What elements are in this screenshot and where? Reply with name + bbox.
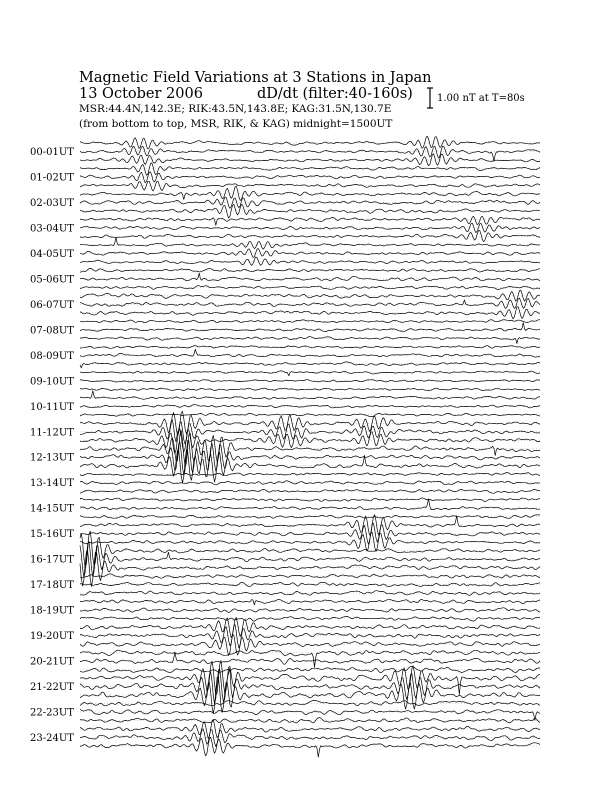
hour-label-07-08UT: 07-08UT [30, 325, 74, 337]
trace-08-09UT-station-3 [80, 362, 540, 368]
trace-02-03UT-station-1 [80, 186, 540, 200]
hour-label-23-24UT: 23-24UT [30, 733, 74, 744]
scale-bar [427, 88, 433, 108]
hour-label-02-03UT: 02-03UT [30, 198, 74, 209]
trace-06-07UT-station-1 [80, 290, 540, 301]
trace-23-24UT-station-2 [80, 729, 540, 747]
trace-12-13UT-station-3 [80, 450, 540, 484]
trace-21-22UT-station-3 [80, 677, 540, 714]
trace-07-08UT-station-3 [80, 337, 540, 344]
trace-00-01UT-station-1 [80, 136, 540, 149]
hour-label-00-01UT: 00-01UT [30, 147, 74, 158]
trace-10-11UT-station-1 [80, 391, 540, 400]
trace-05-06UT-station-2 [80, 273, 540, 281]
hour-label-15-16UT: 15-16UT [30, 529, 74, 541]
trace-10-11UT-station-2 [80, 405, 540, 408]
hour-label-06-07UT: 06-07UT [30, 299, 74, 311]
trace-16-17UT-station-2 [80, 542, 540, 578]
trace-08-09UT-station-2 [80, 349, 540, 357]
trace-23-24UT-station-3 [80, 737, 540, 757]
trace-21-22UT-station-1 [80, 661, 540, 696]
trace-05-06UT-station-1 [80, 268, 540, 272]
trace-14-15UT-station-1 [80, 498, 540, 502]
station-coordinates: MSR:44.4N,142.3E; RIK:43.5N,143.8E; KAG:31.5N,130.7E [79, 103, 392, 115]
hour-label-10-11UT: 10-11UT [30, 401, 74, 413]
trace-08-09UT-station-1 [80, 346, 540, 349]
trace-04-05UT-station-2 [80, 248, 540, 257]
hour-label-14-15UT: 14-15UT [30, 503, 74, 515]
hour-label-09-10UT: 09-10UT [30, 376, 74, 388]
hour-label-04-05UT: 04-05UT [30, 248, 74, 260]
trace-16-17UT-station-3 [80, 551, 540, 586]
trace-04-05UT-station-1 [80, 237, 540, 249]
trace-03-04UT-station-3 [80, 231, 540, 242]
trace-04-05UT-station-3 [80, 257, 540, 265]
trace-22-23UT-station-2 [80, 709, 540, 720]
trace-01-02UT-station-3 [80, 181, 540, 191]
hour-label-13-14UT: 13-14UT [30, 478, 74, 490]
hour-label-01-02UT: 01-02UT [30, 172, 74, 184]
trace-12-13UT-station-2 [80, 441, 540, 476]
trace-15-16UT-station-3 [80, 532, 540, 551]
trace-09-10UT-station-1 [80, 371, 540, 376]
hour-label-08-09UT: 08-09UT [30, 350, 74, 362]
trace-19-20UT-station-2 [80, 625, 540, 648]
trace-02-03UT-station-3 [80, 204, 540, 218]
trace-18-19UT-station-3 [80, 617, 540, 622]
hour-label-22-23UT: 22-23UT [30, 707, 74, 719]
hour-label-18-19UT: 18-19UT [30, 605, 74, 617]
trace-07-08UT-station-2 [80, 323, 540, 332]
trace-22-23UT-station-3 [80, 718, 540, 723]
hour-label-17-18UT: 17-18UT [30, 580, 74, 592]
chart-title: Magnetic Field Variations at 3 Stations in Japan [79, 70, 432, 86]
hour-label-05-06UT: 05-06UT [30, 274, 74, 286]
trace-00-01UT-station-3 [80, 154, 540, 166]
trace-02-03UT-station-2 [80, 197, 540, 208]
trace-21-22UT-station-2 [80, 668, 540, 704]
trace-07-08UT-station-1 [80, 320, 540, 323]
trace-18-19UT-station-1 [80, 599, 540, 605]
hour-label-16-17UT: 16-17UT [30, 554, 74, 566]
trace-22-23UT-station-1 [80, 700, 540, 705]
trace-03-04UT-station-2 [80, 223, 540, 233]
trace-20-21UT-station-1 [80, 650, 540, 667]
trace-06-07UT-station-2 [80, 298, 540, 308]
hour-label-21-22UT: 21-22UT [30, 682, 74, 693]
trace-16-17UT-station-1 [80, 531, 540, 567]
scale-bar-label: 1.00 nT at T=80s [437, 93, 525, 104]
hour-label-11-12UT: 11-12UT [30, 427, 74, 439]
hour-label-12-13UT: 12-13UT [30, 452, 74, 464]
trace-15-16UT-station-1 [80, 515, 540, 536]
hour-label-20-21UT: 20-21UT [30, 656, 74, 668]
chart-units: dD/dt (filter:40-160s) [257, 86, 413, 102]
hour-label-03-04UT: 03-04UT [30, 223, 74, 235]
hour-label-19-20UT: 19-20UT [30, 631, 74, 643]
chart-date: 13 October 2006 [79, 86, 203, 102]
trace-order-note: (from bottom to top, MSR, RIK, & KAG) midnight=1500UT [79, 118, 393, 130]
